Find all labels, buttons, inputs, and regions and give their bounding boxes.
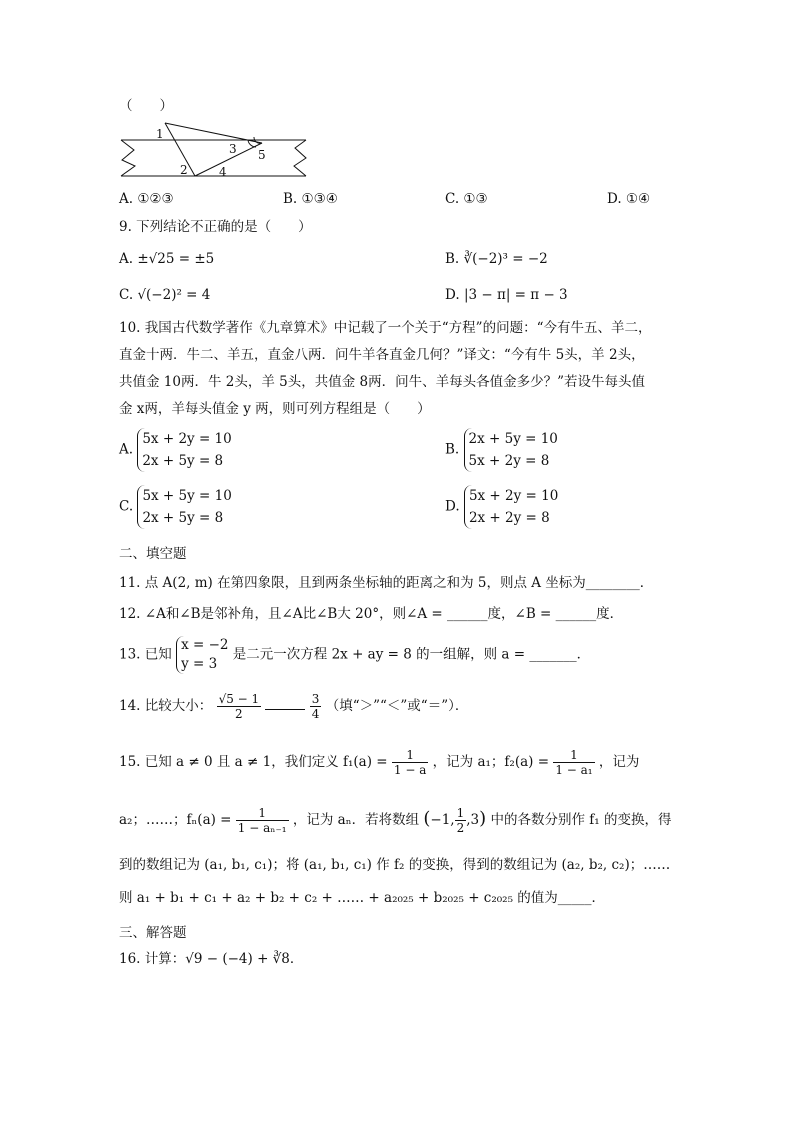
q10-line-2: 直金十两．牛二、羊五，直金八两．问牛羊各直金几何？”译文：“今有牛 5头，羊 2头， bbox=[119, 347, 645, 363]
q15-line1a: 15. 已知 a ≠ 0 且 a ≠ 1，我们定义 f₁(a) = bbox=[119, 754, 388, 770]
q8-option-a[interactable]: A. ①②③ bbox=[119, 191, 174, 207]
q15-f1-fraction bbox=[392, 748, 428, 777]
q8-angle-label-4: 4 bbox=[219, 165, 227, 179]
q9-option-a-math: ±√25 = ±5 bbox=[137, 251, 215, 267]
q8-angle-label-5: 5 bbox=[258, 148, 266, 162]
q10-option-d-system bbox=[464, 485, 558, 529]
q15-array-close: ) bbox=[479, 808, 487, 829]
q10-option-c-label: C. bbox=[119, 498, 134, 515]
q10-option-b[interactable] bbox=[445, 428, 558, 472]
q10-option-b-system bbox=[464, 428, 558, 472]
q10-option-a[interactable] bbox=[119, 428, 232, 472]
q15-fn-num: 1 bbox=[236, 806, 289, 821]
q15-array-num: 1 bbox=[456, 806, 465, 820]
q15-f1-num: 1 bbox=[392, 748, 428, 763]
q14-den-left: 2 bbox=[235, 707, 243, 721]
q9-option-b-math: ∛(−2)³ = −2 bbox=[463, 251, 548, 267]
q10-option-a-label: A. bbox=[119, 441, 134, 458]
q10-line-4: 金 x两，羊每头值金 y 两，则可列方程组是（ ） bbox=[119, 401, 431, 417]
q15-line2c: 中的各数分别作 f₁ 的变换，得 bbox=[490, 812, 672, 828]
q9-option-c-math: √(−2)² = 4 bbox=[137, 287, 211, 303]
q10-option-d-label: D. bbox=[445, 498, 460, 515]
q11-text: 11. 点 A(2, m) 在第四象限，且到两条坐标轴的距离之和为 5，则点 A 坐标为________． bbox=[119, 575, 654, 591]
q8-angle-label-3: 3 bbox=[229, 142, 237, 156]
q10-option-a-eq2: 2x + 5y = 8 bbox=[142, 453, 224, 469]
q15-array-den: 2 bbox=[456, 821, 465, 835]
q9-option-d-math: |3 − π| = π − 3 bbox=[463, 287, 568, 303]
q10-line-1: 10. 我国古代数学著作《九章算术》中记载了一个关于“方程”的问题：“今有牛五、羊二， bbox=[119, 320, 652, 336]
q8-angle-label-1: 1 bbox=[156, 127, 164, 141]
q15-array: ( bbox=[423, 808, 431, 829]
q14-fraction-right bbox=[310, 692, 322, 721]
q15-line2b: ，记为 aₙ．若将数组 bbox=[292, 812, 420, 828]
q10-option-d-eq1: 5x + 2y = 10 bbox=[468, 488, 559, 504]
q8-option-b[interactable]: B. ①③④ bbox=[283, 191, 338, 207]
q14-fraction-left bbox=[217, 692, 262, 721]
q15-line-4: 则 a₁ + b₁ + c₁ + a₂ + b₂ + c₂ + …… + a₂₀₂₅ + b₂₀₂₅ + c₂₀₂₅ 的值为_____． bbox=[119, 890, 606, 906]
q13-suffix: 是二元一次方程 2x + ay = 8 的一组解，则 a = _______． bbox=[232, 646, 591, 663]
q9-option-d[interactable] bbox=[445, 286, 568, 304]
q15-array-c: ,3 bbox=[466, 812, 480, 828]
q15-array-fraction bbox=[455, 806, 467, 835]
q15-fn-fraction bbox=[236, 806, 289, 835]
q9-stem: 9. 下列结论不正确的是（ ） bbox=[119, 219, 312, 235]
section-heading-fill-in: 二、填空题 bbox=[119, 546, 187, 562]
q15-array-a: −1, bbox=[430, 812, 455, 828]
q10-option-c[interactable] bbox=[119, 485, 232, 529]
q15-f2-num: 1 bbox=[553, 748, 594, 763]
q9-option-c[interactable] bbox=[119, 286, 210, 304]
q13-eq2: y = 3 bbox=[181, 656, 218, 672]
q13-eq1: x = −2 bbox=[181, 637, 229, 653]
q13-system bbox=[176, 636, 228, 674]
q8-option-c[interactable]: C. ①③ bbox=[445, 191, 488, 207]
q9-option-b[interactable] bbox=[445, 250, 548, 268]
q8-paren: （ ） bbox=[119, 98, 173, 114]
q14-suffix: （填“＞”“＜”或“＝”）． bbox=[325, 698, 469, 714]
q10-option-b-eq1: 2x + 5y = 10 bbox=[468, 431, 558, 447]
q14 bbox=[119, 692, 468, 721]
q15-fn-den: 1 − aₙ₋₁ bbox=[237, 821, 287, 835]
q10-option-c-eq1: 5x + 5y = 10 bbox=[142, 488, 232, 504]
q9-option-b-label: B. bbox=[445, 251, 460, 267]
q13-prefix: 13. 已知 bbox=[119, 646, 172, 663]
q10-option-a-eq1: 5x + 2y = 10 bbox=[142, 431, 232, 447]
q10-option-b-eq2: 5x + 2y = 8 bbox=[468, 453, 550, 469]
q14-blank[interactable] bbox=[265, 697, 305, 710]
q10-option-b-label: B. bbox=[445, 441, 460, 458]
q15-line1b: ，记为 a₁；f₂(a) = bbox=[432, 754, 550, 770]
q10-option-d-eq2: 2x + 2y = 8 bbox=[468, 510, 550, 526]
q15-f2-fraction bbox=[553, 748, 594, 777]
q15-line2a: a₂；……；fₙ(a) = bbox=[119, 812, 232, 828]
q14-num-left: √5 − 1 bbox=[218, 692, 260, 706]
q15-line1c: ，记为 bbox=[598, 754, 640, 770]
q15-f2-den: 1 − a₁ bbox=[555, 763, 593, 777]
q10-option-c-eq2: 2x + 5y = 8 bbox=[142, 510, 224, 526]
q10-option-c-system bbox=[137, 485, 231, 529]
q15-line-2 bbox=[119, 806, 671, 835]
q16-text: 16. 计算：√9 − (−4) + ∛8． bbox=[119, 951, 304, 967]
q9-option-d-label: D. bbox=[445, 287, 460, 303]
q15-line-1 bbox=[119, 748, 639, 777]
q10-option-a-system bbox=[137, 428, 231, 472]
q10-option-d[interactable] bbox=[445, 485, 558, 529]
q14-den-right: 4 bbox=[311, 707, 320, 721]
q9-option-a[interactable] bbox=[119, 250, 214, 268]
q14-num-right: 3 bbox=[311, 692, 320, 706]
q13 bbox=[119, 636, 590, 674]
q12-text: 12. ∠A和∠B是邻补角，且∠A比∠B大 20°，则∠A = ______度，∠B = ______度． bbox=[119, 606, 624, 622]
q15-f1-den: 1 − a bbox=[393, 763, 427, 777]
q8-option-d[interactable]: D. ①④ bbox=[607, 191, 651, 207]
q8-angle-label-2: 2 bbox=[180, 163, 188, 177]
q9-option-c-label: C. bbox=[119, 287, 134, 303]
section-heading-solve: 三、解答题 bbox=[119, 925, 187, 941]
q10-line-3: 共值金 10两．牛 2头，羊 5头，共值金 8两．问牛、羊每头各值金多少？”若设牛每头值 bbox=[119, 374, 646, 390]
q14-prefix: 14. 比较大小： bbox=[119, 698, 213, 714]
q9-option-a-label: A. bbox=[119, 251, 134, 267]
q15-line-3: 到的数组记为 (a₁, b₁, c₁)；将 (a₁, b₁, c₁) 作 f₂ 的变换，得到的数组记为 (a₂, b₂, c₂)；…… bbox=[119, 857, 671, 873]
